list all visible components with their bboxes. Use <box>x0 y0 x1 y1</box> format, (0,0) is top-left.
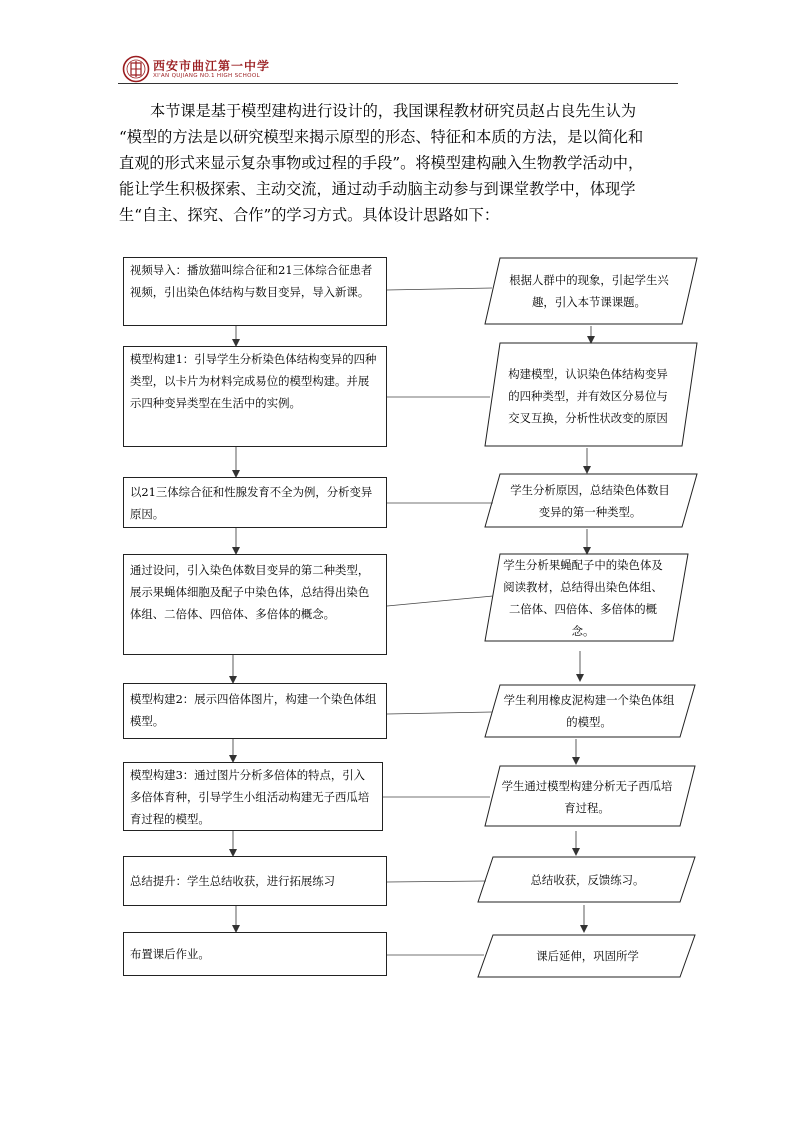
intro-line: “模型的方法是以研究模型来揭示原型的形态、特征和本质的方法，是以简化和 <box>119 128 644 146</box>
right-step-2 <box>505 348 671 443</box>
left-step-8 <box>123 932 387 976</box>
right-step-text: 根据人群中的现象，引起学生兴趣，引入本节课课题。 <box>509 273 669 309</box>
left-step-text: 模型构建1：引导学生分析染色体结构变异的四种类型，以卡片为材料完成易位的模型构建。并展示四种变异类型在生活中的实例。 <box>130 352 377 410</box>
left-step-text: 总结提升：学生总结收获，进行拓展练习 <box>130 874 336 888</box>
intro-line: 直观的形式来显示复杂事物或过程的手段”。将模型建构融入生物教学活动中， <box>119 154 644 172</box>
left-step-4 <box>123 554 387 655</box>
left-step-text: 视频导入：播放猫叫综合征和21三体综合征患者视频，引出染色体结构与数目变异，导入新课。 <box>130 263 373 299</box>
intro-line: 生“自主、探究、合作”的学习方式。具体设计思路如下： <box>119 206 500 224</box>
right-step-6 <box>498 770 676 824</box>
horizontal-connectors <box>383 288 493 955</box>
intro-line: 能让学生积极探索、主动交流，通过动手动脑主动参与到课堂教学中，体现学 <box>119 180 636 198</box>
right-step-7 <box>495 860 680 900</box>
left-step-text: 布置课后作业。 <box>130 947 210 961</box>
right-step-text: 课后延伸，巩固所学 <box>536 949 639 963</box>
right-step-5 <box>503 687 675 735</box>
left-step-7 <box>123 856 387 906</box>
right-step-8 <box>495 937 680 975</box>
school-name: 西安市曲江第一中学 <box>153 59 271 73</box>
right-step-3 <box>505 477 675 525</box>
right-step-1 <box>503 262 675 320</box>
left-step-3 <box>123 477 387 528</box>
right-step-text: 总结收获，反馈练习。 <box>530 873 645 887</box>
right-step-text: 学生通过模型构建分析无子西瓜培育过程。 <box>501 779 673 815</box>
right-step-text: 学生分析果蝇配子中的染色体及阅读教材，总结得出染色体组、二倍体、四倍体、多倍体的概念。 <box>503 558 663 638</box>
right-step-text: 学生利用橡皮泥构建一个染色体组的模型。 <box>503 693 675 729</box>
left-step-text: 通过设问，引入染色体数目变异的第二种类型，展示果蝇体细胞及配子中染色体，总结得出染色体组、二倍体、四倍体、多倍体的概念。 <box>130 563 370 621</box>
right-step-text: 构建模型，认识染色体结构变异的四种类型，并有效区分易位与交叉互换，分析性状改变的原因 <box>508 366 668 425</box>
left-step-5 <box>123 683 387 739</box>
left-step-text: 模型构建3：通过图片分析多倍体的特点，引入多倍体育种，引导学生小组活动构建无子西瓜培育过程的模型。 <box>130 768 370 826</box>
left-step-text: 以21三体综合征和性腺发育不全为例，分析变异原因。 <box>130 485 373 521</box>
intro-line: 本节课是基于模型建构进行设计的，我国课程教材研究员赵占良先生认为 <box>150 102 636 120</box>
left-step-6 <box>123 762 383 831</box>
left-step-2 <box>123 346 387 447</box>
left-step-1 <box>123 257 387 326</box>
right-step-4 <box>503 555 663 641</box>
right-step-text: 学生分析原因，总结染色体数目变异的第一种类型。 <box>510 483 670 519</box>
left-step-text: 模型构建2：展示四倍体图片，构建一个染色体组模型。 <box>130 692 377 728</box>
school-name-en: XI'AN QUJIANG NO.1 HIGH SCHOOL <box>153 73 260 79</box>
